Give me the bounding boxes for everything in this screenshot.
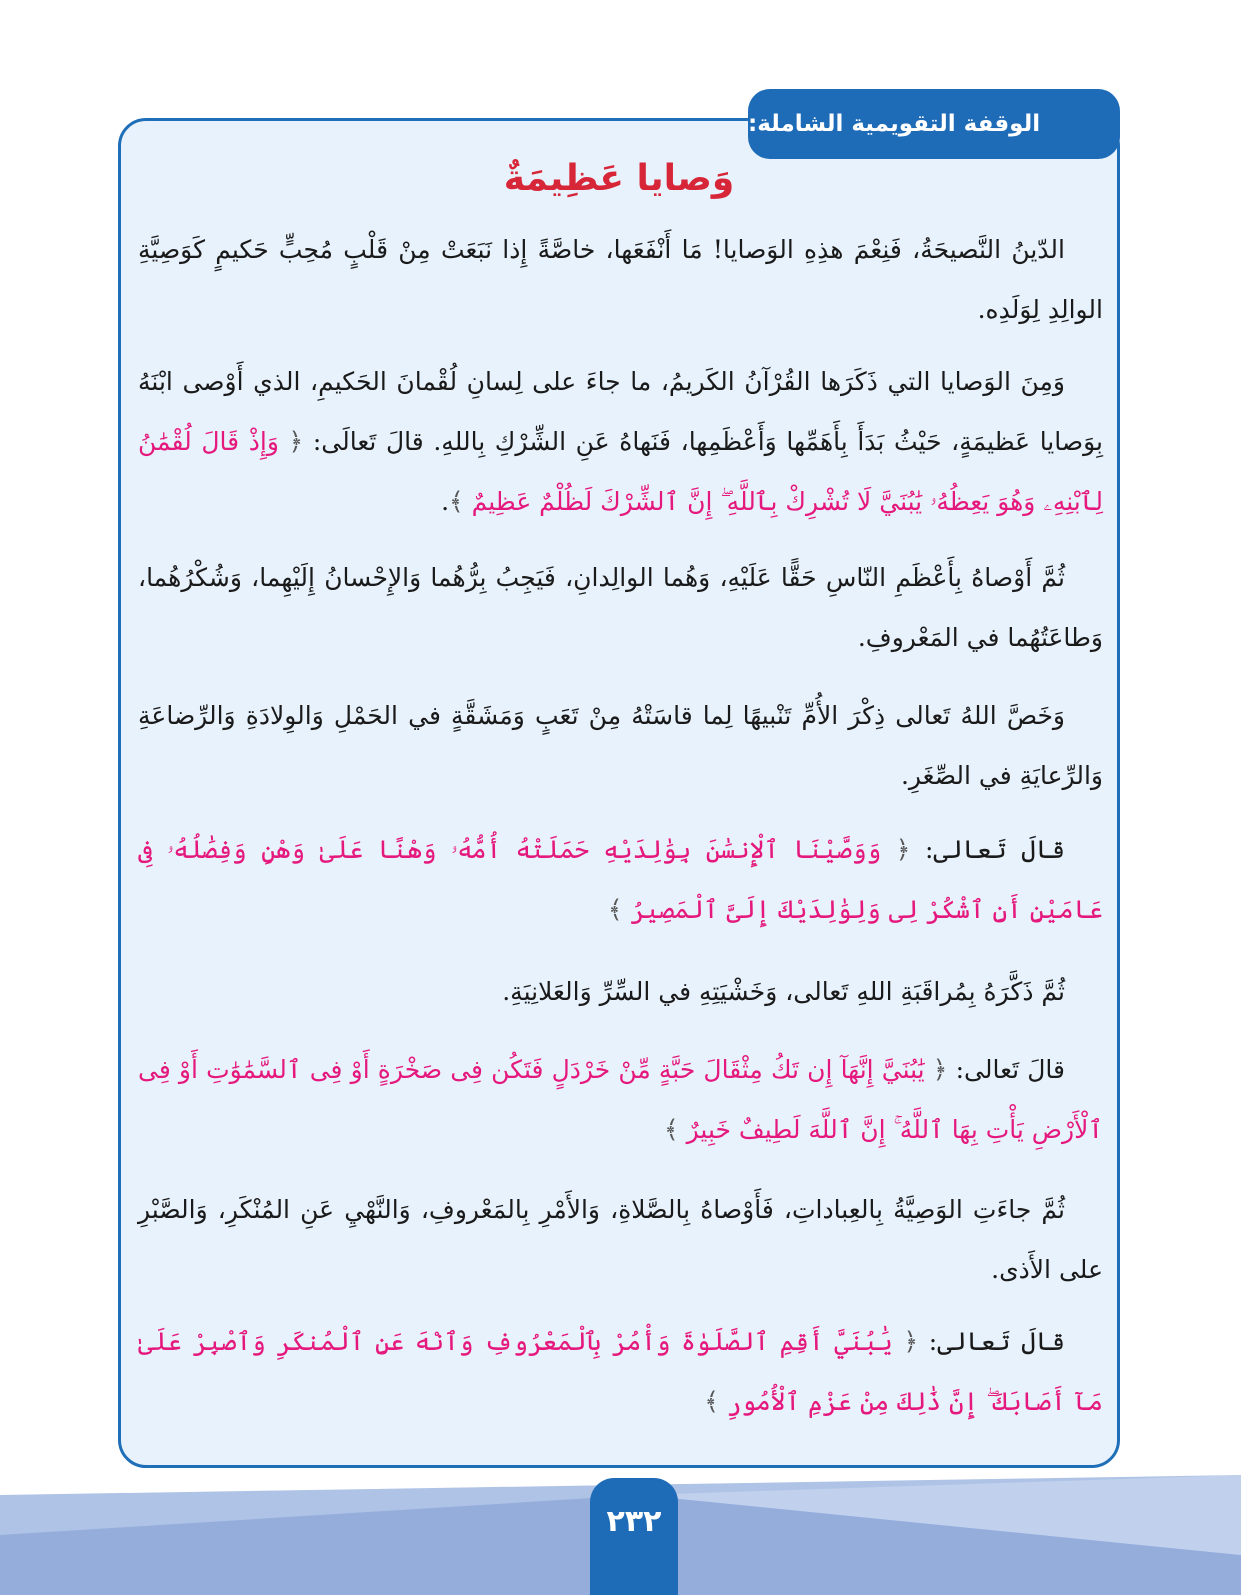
ornament-open-icon: ﴿ [903, 1327, 919, 1356]
paragraph-2: وَمِنَ الوَصايا التي ذَكَرَها القُرْآنُ الكَريمُ، ما جاءَ على لِسانِ لُقْمانَ الحَكيمِ، الذي أَوْصى ابْنَهُ بِوَصايا عَظيمَةٍ، حَيْثُ بَدَأَ بِأَهَمِّها وَأَعْظَمِها، فَنَهاهُ عَنِ الشِّرْكِ بِاللهِ. قالَ تَعالَى: ﴿ وَإِذْ قَالَ لُقْمَٰنُ لِٱبْنِهِۦ وَهُوَ يَعِظُهُۥ يَٰبُنَيَّ لَا تُشْرِكْ بِٱللَّهِ ۖ إِنَّ ٱلشِّرْكَ لَظُلْمٌ عَظِيمٌ ﴾. [138, 367, 1103, 516]
quran-verse: يَٰبُنَيَّ إِنَّهَآ إِن تَكُ مِثْقَالَ حَبَّةٍ مِّنْ خَرْدَلٍ فَتَكُن فِى صَخْرَةٍ أَوْ فِى ٱلسَّمَٰوَٰتِ أَوْ فِى ٱلْأَرْضِ يَأْتِ بِهَا ٱللَّهُ ۚ إِنَّ ٱللَّهَ لَطِيفٌ خَبِيرٌ [138, 1055, 1103, 1144]
ornament-close-icon: ﴾ [704, 1387, 719, 1416]
section-header-label: الوقفة التقويمية الشاملة: [748, 111, 1041, 137]
quran-verse: وَإِذْ قَالَ لُقْمَٰنُ لِٱبْنِهِۦ وَهُوَ يَعِظُهُۥ يَٰبُنَيَّ لَا تُشْرِكْ بِٱللَّهِ ۖ إِنَّ ٱلشِّرْكَ لَظُلْمٌ عَظِيمٌ [138, 427, 1103, 516]
paragraph-6: ثُمَّ ذَكَّرَهُ بِمُراقَبَةِ اللهِ تَعالى، وَخَشْيَتِهِ في السِّرِّ وَالعَلانِيَةِ. [502, 977, 1065, 1006]
section-header-tab [748, 89, 1120, 159]
quran-verse: وَوَصَّيْنَا ٱلْإِنسَٰنَ بِوَٰلِدَيْهِ حَمَلَتْهُ أُمُّهُۥ وَهْنًا عَلَىٰ وَهْنٍ وَفِصَٰلُهُۥ فِى عَامَيْنِ أَنِ ٱشْكُرْ لِى وَلِوَٰلِدَيْكَ إِلَىَّ ٱلْمَصِيرُ [138, 835, 1103, 924]
ornament-close-icon: ﴾ [449, 487, 464, 516]
ornament-open-icon: ﴿ [932, 1055, 948, 1084]
paragraph-9 [138, 1312, 1103, 1432]
paragraph-5 [138, 820, 1103, 940]
lesson-title: وَصايا عَظِيمَةٌ [503, 158, 735, 199]
ornament-close-icon: ﴾ [664, 1115, 679, 1144]
paragraph-4: وَخَصَّ اللهُ تَعالى ذِكْرَ الأُمِّ تَنْبيهًا لِما قاسَتْهُ مِنْ تَعَبٍ وَمَشَقَّةٍ في الحَمْلِ وَالوِلادَةِ وَالرِّضاعَةِ وَالرِّعايَةِ في الصِّغَرِ. [138, 701, 1103, 790]
paragraph-1: الدّينُ النَّصيحَةُ، فَنِعْمَ هذِهِ الوَصايا! مَا أَنْفَعَها، خاصَّةً إِذا نَبَعَتْ مِنْ قَلْبٍ مُحِبٍّ حَكيمٍ كَوَصِيَّةِ الوالِدِ لِوَلَدِه. [138, 235, 1103, 324]
paragraph-3: ثُمَّ أَوْصاهُ بِأَعْظَمِ النّاسِ حَقًّا عَلَيْهِ، وَهُما الوالِدانِ، فَيَجِبُ بِرُّهُما وَالإِحْسانُ إِلَيْهِما، وَشُكْرُهُما، وَطاعَتُهُما في المَعْروفِ. [138, 563, 1103, 652]
verse-lead: قالَ تَعالى: [928, 1327, 1066, 1356]
verse-lead: قالَ تَعالى: [924, 835, 1066, 864]
ornament-close-icon: ﴾ [607, 895, 623, 924]
ornament-open-icon: ﴿ [288, 427, 304, 456]
quran-verse: يَٰبُنَيَّ أَقِمِ ٱلصَّلَوٰةَ وَأْمُرْ بِٱلْمَعْرُوفِ وَٱنْهَ عَنِ ٱلْمُنكَرِ وَٱصْبِرْ عَلَىٰ مَآ أَصَابَكَ ۖ إِنَّ ذَٰلِكَ مِنْ عَزْمِ ٱلْأُمُورِ [138, 1327, 1103, 1416]
paragraph-8: ثُمَّ جاءَتِ الوَصِيَّةُ بِالعِباداتِ، فَأَوْصاهُ بِالصَّلاةِ، وَالأَمْرِ بِالمَعْروفِ، وَالنَّهْيِ عَنِ المُنْكَرِ، وَالصَّبْرِ على الأَذى. [138, 1195, 1103, 1284]
ornament-open-icon: ﴿ [895, 835, 911, 864]
page-number: ٢٣٢ [590, 1478, 678, 1595]
paragraph-2-text: وَمِنَ الوَصايا التي ذَكَرَها القُرْآنُ الكَريمُ، ما جاءَ على لِسانِ لُقْمانَ الحَكيمِ، الذي أَوْصى ابْنَهُ بِوَصايا عَظيمَةٍ، حَيْثُ بَدَأَ بِأَهَمِّها وَأَعْظَمِها، فَنَهاهُ عَنِ الشِّرْكِ بِاللهِ. [138, 367, 1103, 456]
paragraph-7 [138, 1040, 1103, 1160]
verse-lead: قالَ تَعالى: [955, 1055, 1066, 1084]
verse-lead: قالَ تَعالَى: [312, 427, 424, 456]
